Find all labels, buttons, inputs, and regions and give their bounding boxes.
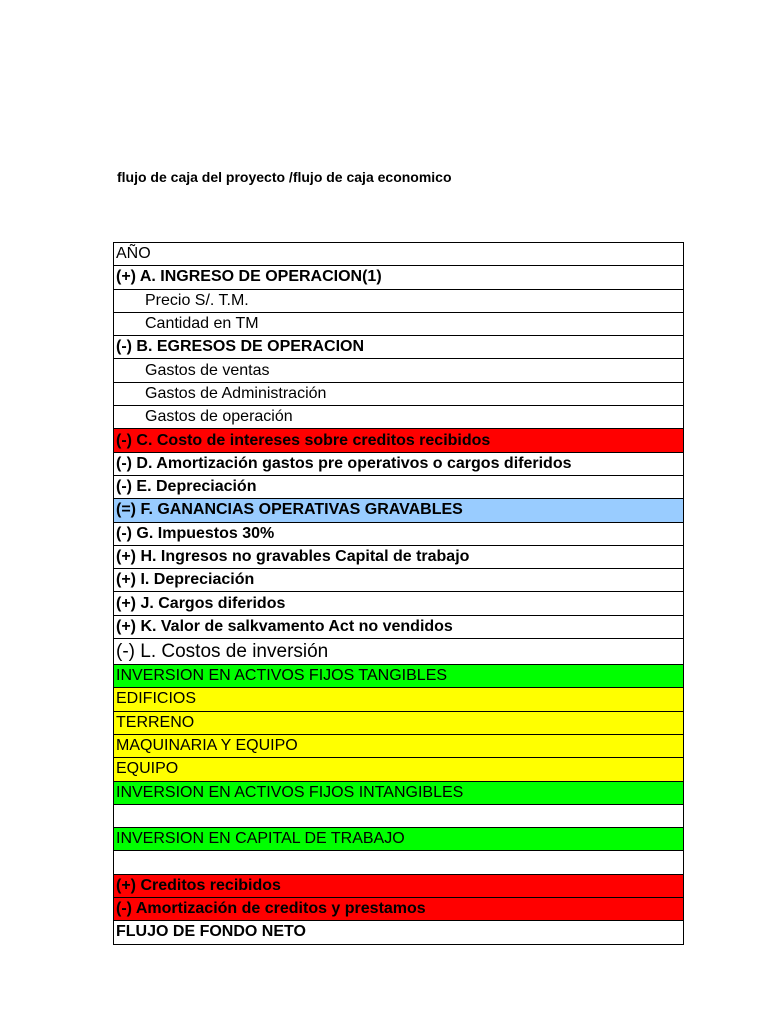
table-row bbox=[114, 569, 684, 592]
row-label-buildings[interactable]: EDIFICIOS bbox=[114, 688, 684, 711]
row-label-empty[interactable] bbox=[114, 851, 684, 874]
table-row bbox=[114, 382, 684, 405]
row-label-investment-costs[interactable]: (-) L. Costos de inversión bbox=[114, 639, 684, 665]
row-label-machinery[interactable]: MAQUINARIA Y EQUIPO bbox=[114, 734, 684, 757]
table-row bbox=[114, 243, 684, 266]
row-label-interest-cost[interactable]: (-) C. Costo de intereses sobre creditos recibidos bbox=[114, 429, 684, 452]
table-row bbox=[114, 734, 684, 757]
row-label-operating-expenses[interactable]: (-) B. EGRESOS DE OPERACION bbox=[114, 336, 684, 359]
document-title: flujo de caja del proyecto /flujo de caja economico bbox=[117, 169, 452, 185]
row-label-tangible-assets[interactable]: INVERSION EN ACTIVOS FIJOS TANGIBLES bbox=[114, 665, 684, 688]
row-label-land[interactable]: TERRENO bbox=[114, 711, 684, 734]
table-row bbox=[114, 545, 684, 568]
row-label-depreciation-minus[interactable]: (-) E. Depreciación bbox=[114, 475, 684, 498]
table-row bbox=[114, 522, 684, 545]
row-label-depreciation-plus[interactable]: (+) I. Depreciación bbox=[114, 569, 684, 592]
table-row bbox=[114, 452, 684, 475]
table-row bbox=[114, 336, 684, 359]
table-row bbox=[114, 711, 684, 734]
row-label-net-cash-flow[interactable]: FLUJO DE FONDO NETO bbox=[114, 921, 684, 944]
table-row bbox=[114, 639, 684, 665]
table-row bbox=[114, 592, 684, 615]
row-label-taxable-profit[interactable]: (=) F. GANANCIAS OPERATIVAS GRAVABLES bbox=[114, 499, 684, 522]
table-row bbox=[114, 804, 684, 827]
row-label-year[interactable]: AÑO bbox=[114, 243, 684, 266]
table-row bbox=[114, 406, 684, 429]
table-row bbox=[114, 851, 684, 874]
table-row bbox=[114, 921, 684, 944]
table-row bbox=[114, 359, 684, 382]
table-row bbox=[114, 289, 684, 312]
table-row bbox=[114, 758, 684, 781]
table-row bbox=[114, 615, 684, 638]
row-label-working-capital[interactable]: INVERSION EN CAPITAL DE TRABAJO bbox=[114, 828, 684, 851]
table-row bbox=[114, 898, 684, 921]
table-row bbox=[114, 312, 684, 335]
row-label-operating-income[interactable]: (+) A. INGRESO DE OPERACION(1) bbox=[114, 266, 684, 289]
cash-flow-table bbox=[113, 242, 684, 945]
row-label-taxes[interactable]: (-) G. Impuestos 30% bbox=[114, 522, 684, 545]
row-label-operation-expenses[interactable]: Gastos de operación bbox=[114, 406, 684, 429]
row-label-deferred-charges[interactable]: (+) J. Cargos diferidos bbox=[114, 592, 684, 615]
row-label-price[interactable]: Precio S/. T.M. bbox=[114, 289, 684, 312]
row-label-equipment[interactable]: EQUIPO bbox=[114, 758, 684, 781]
row-label-admin-expenses[interactable]: Gastos de Administración bbox=[114, 382, 684, 405]
row-label-intangible-assets[interactable]: INVERSION EN ACTIVOS FIJOS INTANGIBLES bbox=[114, 781, 684, 804]
table-row bbox=[114, 266, 684, 289]
row-label-empty[interactable] bbox=[114, 804, 684, 827]
table-row bbox=[114, 665, 684, 688]
row-label-credits-received[interactable]: (+) Creditos recibidos bbox=[114, 874, 684, 897]
table-row bbox=[114, 429, 684, 452]
table-row bbox=[114, 499, 684, 522]
table-row bbox=[114, 874, 684, 897]
row-label-preoperative-amortization[interactable]: (-) D. Amortización gastos pre operativos o cargos diferidos bbox=[114, 452, 684, 475]
table-row bbox=[114, 781, 684, 804]
row-label-salvage-value[interactable]: (+) K. Valor de salkvamento Act no vendidos bbox=[114, 615, 684, 638]
row-label-sales-expenses[interactable]: Gastos de ventas bbox=[114, 359, 684, 382]
table-row bbox=[114, 475, 684, 498]
row-label-quantity[interactable]: Cantidad en TM bbox=[114, 312, 684, 335]
table-row bbox=[114, 688, 684, 711]
row-label-credit-amortization[interactable]: (-) Amortización de creditos y prestamos bbox=[114, 898, 684, 921]
table-row bbox=[114, 828, 684, 851]
row-label-non-taxable-income[interactable]: (+) H. Ingresos no gravables Capital de trabajo bbox=[114, 545, 684, 568]
